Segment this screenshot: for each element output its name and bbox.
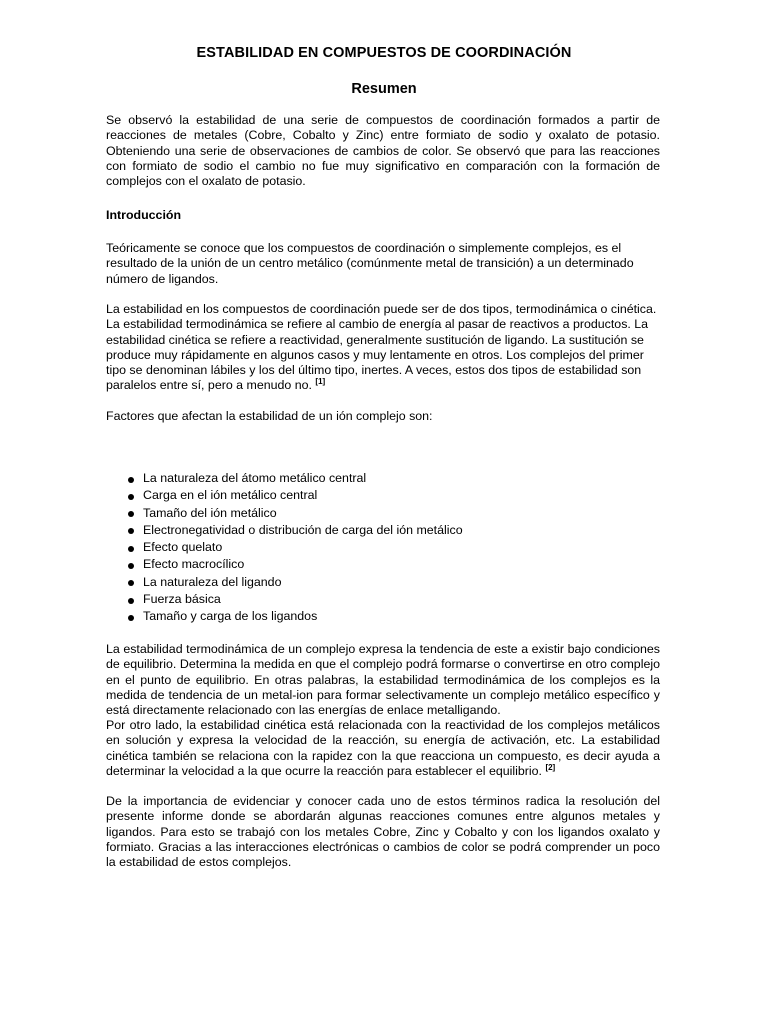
factor-label: Tamaño y carga de los ligandos <box>143 609 318 624</box>
intro-paragraph-2 <box>106 302 660 394</box>
kinetic-paragraph-text: Por otro lado, la estabilidad cinética está relacionada con la reactividad de los complejos metálicos en solución y expresa la velocidad de la reacción, su energía de activación, etc. La estabilidad cinética también se relaciona con la rapidez con la que reacciona un compuesto, es decir ayuda a determinar la velocidad a la que ocurre la reacción para establecer el equilibrio. <box>106 718 660 778</box>
closing-paragraph: De la importancia de evidenciar y conocer cada uno de estos términos radica la resolución del presente informe donde se abordarán algunas reacciones comunes entre algunos metales y ligandos. Para esto se trabajó con los metales Cobre, Zinc y Cobalto y con los ligandos oxalato y formiato. Gracias a las interacciones electrónicas o cambios de color se podrá comprender un poco la estabilidad de estos complejos. <box>106 794 660 870</box>
factor-item <box>128 487 463 504</box>
bullet-icon <box>128 494 134 500</box>
bullet-icon <box>128 615 134 621</box>
citation-2: [2] <box>545 762 556 772</box>
factor-item <box>128 505 463 522</box>
factor-label: Electronegatividad o distribución de carga del ión metálico <box>143 522 463 537</box>
factor-label: Carga en el ión metálico central <box>143 488 318 503</box>
thermodynamic-paragraph: La estabilidad termodinámica de un complejo expresa la tendencia de este a existir bajo condiciones de equilibrio. Determina la medida en que el complejo podrá formarse o convertirse en otro complejo en el punto de equilibrio. En otras palabras, la estabilidad termodinámica de los complejos es la medida de tendencia de un metal-ion para formar selectivamente un complejo metálico específico y está directamente relacionado con las energías de enlace metalligando. <box>106 642 660 718</box>
factor-item <box>128 574 463 591</box>
factor-item <box>128 591 463 608</box>
intro-paragraph-2-text: La estabilidad en los compuestos de coordinación puede ser de dos tipos, termodinámica o cinética. La estabilidad termodinámica se refiere al cambio de energía al pasar de reactivos a productos. La estabilidad cinética se refiere a reactividad, generalmente sustitución de ligando. La sustitución se produce muy rápidamente en algunos casos y muy lentamente en otros. Los complejos del primer tipo se denominan lábiles y los del último tipo, inertes. A veces, estos dos tipos de estabilidad son paralelos entre sí, pero a menudo no. <box>106 302 657 393</box>
factor-label: Fuerza básica <box>143 592 221 607</box>
factor-item <box>128 608 463 625</box>
factor-item <box>128 539 463 556</box>
factor-label: Efecto quelato <box>143 540 223 555</box>
intro-heading: Introducción <box>106 208 182 222</box>
factor-label: La naturaleza del ligando <box>143 574 282 589</box>
document-title: ESTABILIDAD EN COMPUESTOS DE COORDINACIÓN <box>196 45 572 61</box>
bullet-icon <box>128 563 134 569</box>
bullet-icon <box>128 546 134 552</box>
citation-1: [1] <box>315 377 326 387</box>
bullet-icon <box>128 598 134 604</box>
factors-intro: Factores que afectan la estabilidad de un ión complejo son: <box>106 409 433 423</box>
kinetic-paragraph <box>106 718 660 779</box>
bullet-icon <box>128 511 134 517</box>
factor-label: La naturaleza del átomo metálico central <box>143 471 367 485</box>
factor-label: Tamaño del ión metálico <box>143 505 277 520</box>
intro-paragraph-1: Teóricamente se conoce que los compuestos de coordinación o simplemente complejos, es el resultado de la unión de un centro metálico (comúnmente metal de transición) a un determinado número de ligandos. <box>106 241 634 286</box>
factor-item <box>128 556 463 573</box>
factor-label: Efecto macrocílico <box>143 557 245 572</box>
bullet-icon <box>128 528 134 534</box>
bullet-icon <box>128 580 134 586</box>
abstract-paragraph: Se observó la estabilidad de una serie de compuestos de coordinación formados a partir de reacciones de metales (Cobre, Cobalto y Zinc) entre formiato de sodio y oxalato de potasio. Obteniendo una serie de observaciones de cambios de color. Se observó que para las reacciones con formiato de sodio el cambio no fue muy significativo en comparación con la formación de complejos con el oxalato de potasio. <box>106 113 660 189</box>
bullet-icon <box>128 477 134 483</box>
factor-item <box>128 470 463 487</box>
factor-item <box>128 522 463 539</box>
abstract-heading: Resumen <box>351 81 417 97</box>
factor-list <box>128 470 463 626</box>
